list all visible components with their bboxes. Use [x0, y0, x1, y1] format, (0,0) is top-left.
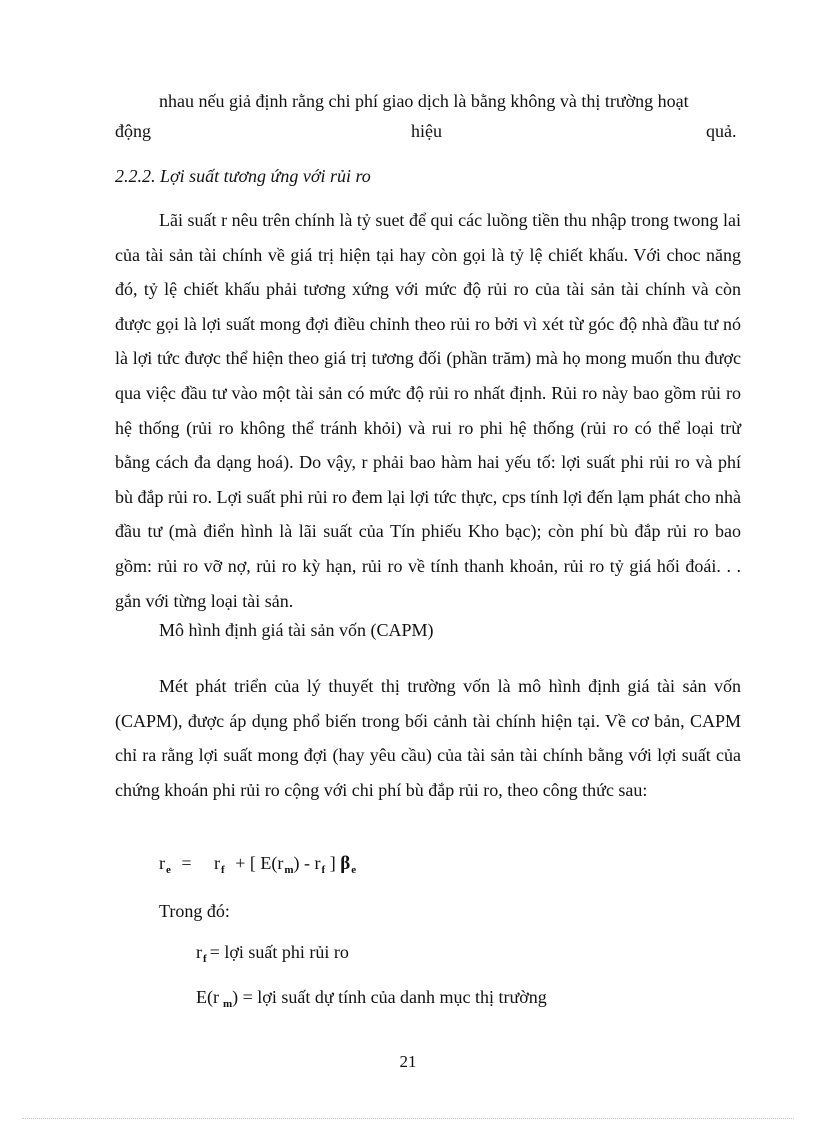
formula-sub-e: e [166, 864, 171, 876]
formula-bracket-close: ] [329, 853, 336, 873]
paragraph-capm: Mét phát triển của lý thuyết thị trường vốn là mô hình định giá tài sản vốn (CAPM), được áp dụng phổ biến trong bối cảnh tài chính hiện tại. Về cơ bản, CAPM chỉ ra rằng lợi suất mong đợi (hay yêu cầu) của tài sản tài chính bằng với lợi suất của chứng khoán phi rủi ro cộng với chi phí bù đắp rủi ro, theo công thức sau: [115, 676, 741, 800]
paragraph-interest-rate: Lãi suất r nêu trên chính là tỷ suet để qui các luồng tiền thu nhập trong twong lai của tài sản tài chính về giá trị hiện tại hay còn gọi là tỷ lệ chiết khấu. Với choc năng đó, tỷ lệ chiết khấu phải tương xứng với mức độ rủi ro của tài sản tài chính và còn được gọi là lợi suất mong đợi điều chỉnh theo rủi ro bởi vì xét từ góc độ nhà đầu tư nó là lợi tức được thể hiện theo giá trị tương đối (phần trăm) mà họ mong muốn thu được qua việc đầu tư vào một tài sản có mức độ rủi ro nhất định. Rủi ro này bao gồm rủi ro hệ thống (rủi ro không thể tránh khỏi) và rui ro phi hệ thống (rủi ro có thể loại trừ bằng cách đa dạng hoá). Do vậy, r phải bao hàm hai yếu tố: lợi suất phi rủi ro và phí bù đắp rủi ro. Lợi suất phi rủi ro đem lại lợi tức thực, cps tính lợi đến lạm phát cho nhà đầu tư (mà điển hình là lãi suất của Tín phiếu Kho bạc); còn phí bù đắp rủi ro bao gồm: rủi ro vỡ nợ, rủi ro kỳ hạn, rủi ro về tính thanh khoản, rủi ro tỷ giá hối đoái. . . gắn với từng loại tài sản. [115, 210, 741, 611]
continuation-word-2: hiệu [411, 121, 442, 141]
definition-rf: $r_f$ = lợi suất phi rủi ro [196, 942, 349, 965]
formula-sub-m: m [284, 864, 294, 876]
formula-sub-f2: f [321, 864, 326, 876]
where-label: Trong đó: [159, 901, 230, 921]
formula-minus-rf: ) - r [293, 853, 321, 873]
continuation-word-1: động [115, 121, 151, 141]
page-number: 21 [399, 1052, 417, 1071]
definition-erm: E(r $_m$) = lợi suất dự tính của danh mục thị trường [196, 987, 547, 1010]
formula-bracket-open: + [ E(r [235, 853, 284, 873]
page-bottom-divider [22, 1118, 794, 1119]
continuation-line: nhau nếu giả định rằng chi phí giao dịch là bằng không và thị trường hoạt [159, 91, 689, 111]
formula-equals: = [181, 853, 192, 873]
formula-sub-f: f [221, 864, 225, 876]
capm-title: Mô hình định giá tài sản vốn (CAPM) [159, 620, 434, 640]
continuation-word-3: quả. [706, 121, 737, 141]
section-heading: 2.2.2. Lợi suất tương ứng với rủi ro [115, 166, 371, 186]
formula-beta: β [340, 853, 351, 874]
formula-sub-e2: e [351, 864, 357, 876]
formula-rf: r [214, 853, 221, 873]
capm-formula [159, 853, 356, 875]
formula-r: r [159, 853, 165, 873]
